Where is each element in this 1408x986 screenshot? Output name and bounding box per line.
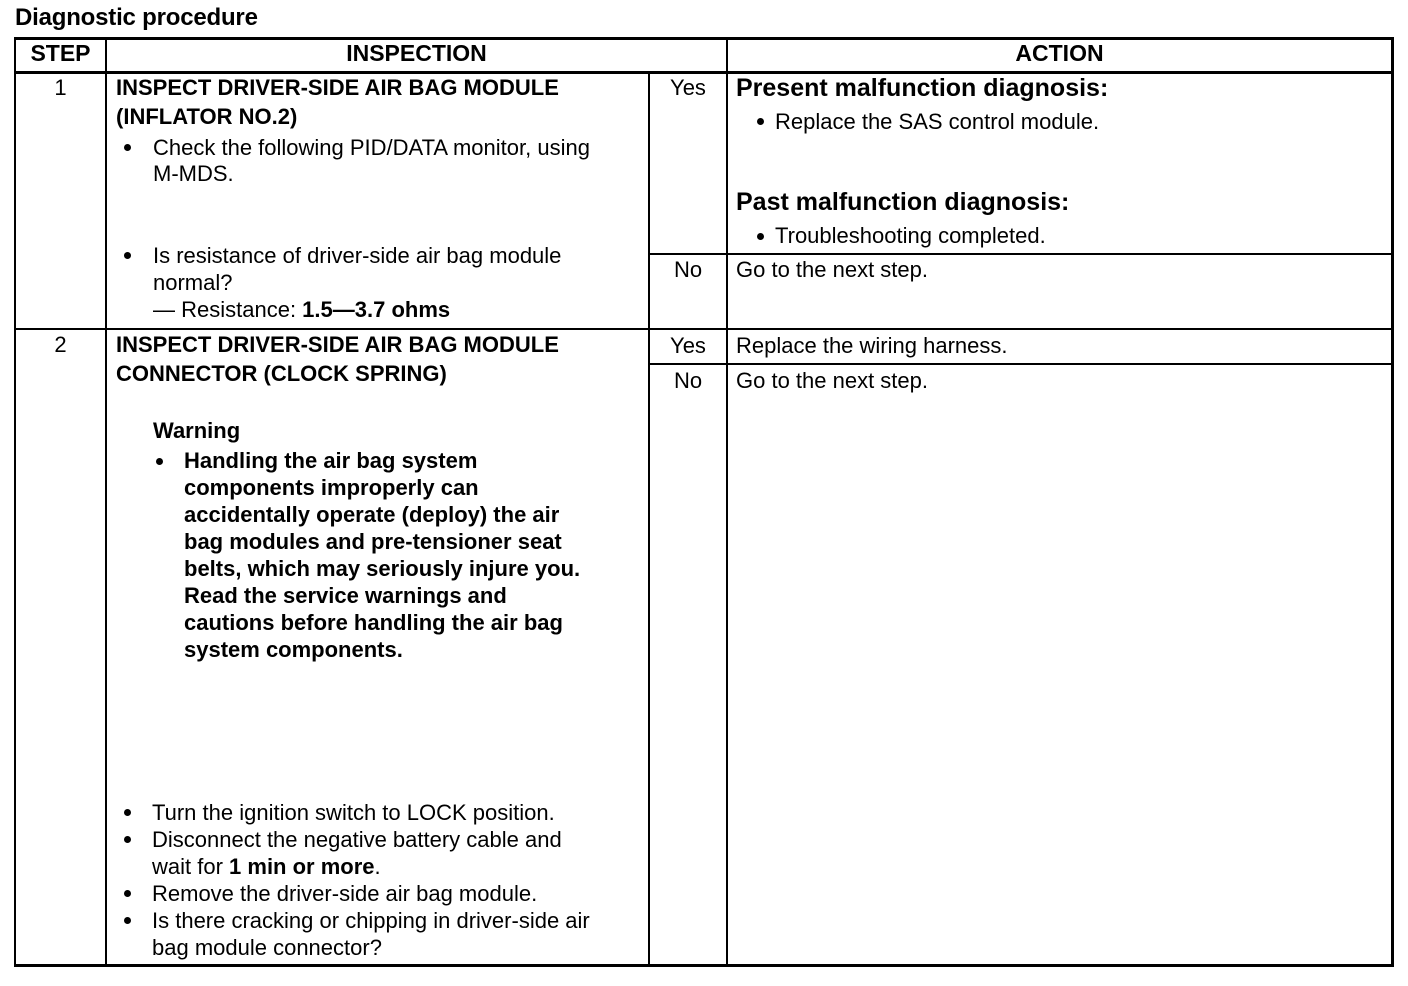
step1-bullet1-line2: M-MDS. (153, 161, 234, 186)
page-title: Diagnostic procedure (15, 4, 258, 31)
step2-item-a: Turn the ignition switch to LOCK position. (152, 800, 555, 825)
warning-line: cautions before handling the air bag (184, 610, 563, 635)
step2-yes-action: Replace the wiring harness. (736, 333, 1008, 358)
warning-line: bag modules and pre-tensioner seat (184, 529, 562, 554)
warning-line: accidentally operate (deploy) the air (184, 502, 560, 527)
step1-bullet2-line2: normal? (153, 270, 233, 295)
step2-yes-no-rule (648, 363, 1394, 365)
step2-no-label: No (673, 368, 703, 393)
warning-line: components improperly can (184, 475, 479, 500)
bullet (124, 890, 131, 897)
step2-item-b-suffix: . (374, 854, 381, 879)
step2-no-action: Go to the next step. (736, 368, 929, 393)
table-border-right (1391, 37, 1394, 967)
warning-line: Handling the air bag system (184, 448, 478, 473)
step1-resistance-spec (153, 296, 450, 323)
step-separator-rule (14, 328, 1394, 330)
step1-past-heading: Past malfunction diagnosis: (736, 188, 1070, 216)
warning-line: system components. (184, 637, 403, 662)
bullet (124, 144, 131, 151)
bullet (757, 233, 764, 240)
header-action: ACTION (1015, 40, 1104, 66)
step1-yes-label: Yes (670, 75, 706, 100)
step1-no-label: No (673, 257, 703, 282)
step2-item-b-line1: Disconnect the negative battery cable and (152, 827, 562, 852)
step1-present-heading: Present malfunction diagnosis: (736, 74, 1109, 102)
warning-line: Read the service warnings and (184, 583, 507, 608)
step2-item-d-line1: Is there cracking or chipping in driver-side air (152, 908, 590, 933)
step1-title-line1: INSPECT DRIVER-SIDE AIR BAG MODULE (116, 75, 559, 100)
spec-value: 1.5—3.7 ohms (302, 297, 451, 322)
bullet (124, 252, 131, 259)
step-number-1: 1 (54, 75, 67, 100)
step2-item-b-bold: 1 min or more (229, 854, 375, 879)
step2-item-c: Remove the driver-side air bag module. (152, 881, 538, 906)
bullet (124, 836, 131, 843)
bullet (124, 809, 131, 816)
step-column-rule (105, 37, 107, 967)
step2-item-d-line2: bag module connector? (152, 935, 382, 960)
bullet (124, 917, 131, 924)
action-column-rule (726, 37, 728, 967)
step2-title-line2: CONNECTOR (CLOCK SPRING) (116, 361, 447, 386)
answer-column-rule (648, 71, 650, 967)
step1-yes-no-rule (648, 253, 1394, 255)
step2-title-line1: INSPECT DRIVER-SIDE AIR BAG MODULE (116, 332, 559, 357)
header-step: STEP (30, 40, 91, 66)
header-inspection: INSPECTION (346, 40, 487, 66)
warning-line: belts, which may seriously injure you. (184, 556, 581, 581)
step2-item-b-line2 (152, 853, 381, 880)
step1-title-line2: (INFLATOR NO.2) (116, 104, 298, 129)
bullet (757, 118, 764, 125)
spec-prefix: — Resistance: (153, 297, 303, 322)
step2-yes-label: Yes (670, 333, 706, 358)
step1-bullet2-line1: Is resistance of driver-side air bag module (153, 243, 562, 268)
step1-no-action: Go to the next step. (736, 257, 929, 282)
step1-present-item: Replace the SAS control module. (775, 109, 1100, 134)
step2-item-b-prefix: wait for (152, 854, 230, 879)
step-number-2: 2 (54, 332, 67, 357)
step1-past-item: Troubleshooting completed. (775, 223, 1046, 248)
bullet (156, 458, 163, 465)
table-border-bottom (14, 964, 1394, 967)
step1-bullet1-line1: Check the following PID/DATA monitor, using (153, 135, 590, 160)
table-border-left (14, 37, 16, 967)
warning-heading: Warning (153, 418, 241, 443)
